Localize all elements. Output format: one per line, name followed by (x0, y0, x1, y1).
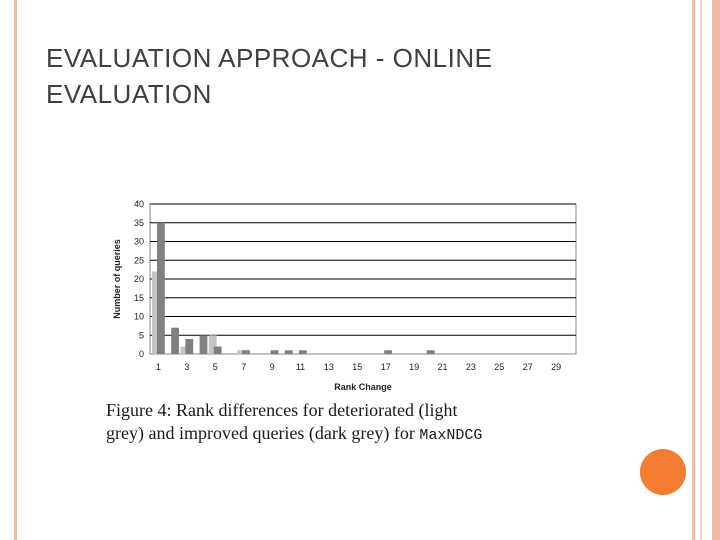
y-tick-label: 25 (133, 255, 144, 266)
y-tick-label: 30 (133, 236, 144, 247)
right-border-band (712, 0, 720, 540)
slide-title (46, 40, 666, 112)
x-tick-label: 17 (380, 362, 391, 372)
x-tick-label: 7 (241, 362, 247, 372)
y-tick-label: 20 (133, 274, 144, 284)
bar-improved (157, 223, 165, 354)
right-border-stripe-thin (700, 0, 702, 540)
rank-change-bar-chart (100, 190, 600, 395)
caption-line-2 (106, 422, 606, 447)
y-tick-label: 0 (138, 349, 144, 359)
x-tick-label: 15 (352, 362, 363, 372)
bar-improved (299, 350, 307, 354)
x-tick-label: 3 (184, 362, 190, 372)
y-tick-label: 40 (133, 199, 144, 209)
bar-improved (271, 350, 279, 354)
left-border-stripe (14, 0, 17, 540)
x-tick-label: 13 (323, 362, 334, 372)
y-tick-label: 35 (133, 217, 144, 228)
x-tick-label: 27 (522, 362, 533, 372)
bar-improved (200, 335, 208, 354)
x-tick-label: 23 (465, 362, 476, 372)
figure-caption (106, 399, 606, 447)
bar-improved (214, 347, 222, 355)
x-tick-label: 1 (156, 362, 162, 372)
x-tick-label: 5 (212, 362, 218, 372)
caption-line-1: Figure 4: Rank differences for deteriorated (light (106, 400, 458, 420)
right-border-stripe (692, 0, 695, 540)
y-tick-label: 5 (138, 330, 144, 341)
x-tick-label: 11 (295, 362, 306, 372)
decorative-orange-circle (640, 449, 686, 495)
slide-title-line-2: EVALUATION (46, 79, 212, 109)
x-tick-label: 29 (551, 362, 562, 372)
bar-improved (285, 350, 293, 354)
x-tick-label: 21 (437, 362, 448, 372)
caption-line-2-text: grey) and improved queries (dark grey) for (106, 423, 420, 443)
caption-method-name: MaxNDCG (419, 427, 483, 444)
y-tick-label: 10 (133, 311, 144, 322)
slide-title-line-1: EVALUATION APPROACH - ONLINE (46, 43, 493, 73)
x-tick-label: 9 (269, 362, 275, 372)
x-axis-label: Rank Change (334, 382, 392, 392)
bar-improved (384, 350, 392, 354)
y-tick-label: 15 (133, 292, 144, 303)
bar-improved (171, 328, 179, 354)
bar-improved (185, 339, 193, 354)
x-tick-label: 25 (494, 362, 505, 372)
y-axis-label: Number of queries (112, 239, 122, 319)
x-tick-label: 19 (409, 362, 420, 372)
bar-improved (427, 350, 435, 354)
bar-improved (242, 350, 250, 354)
